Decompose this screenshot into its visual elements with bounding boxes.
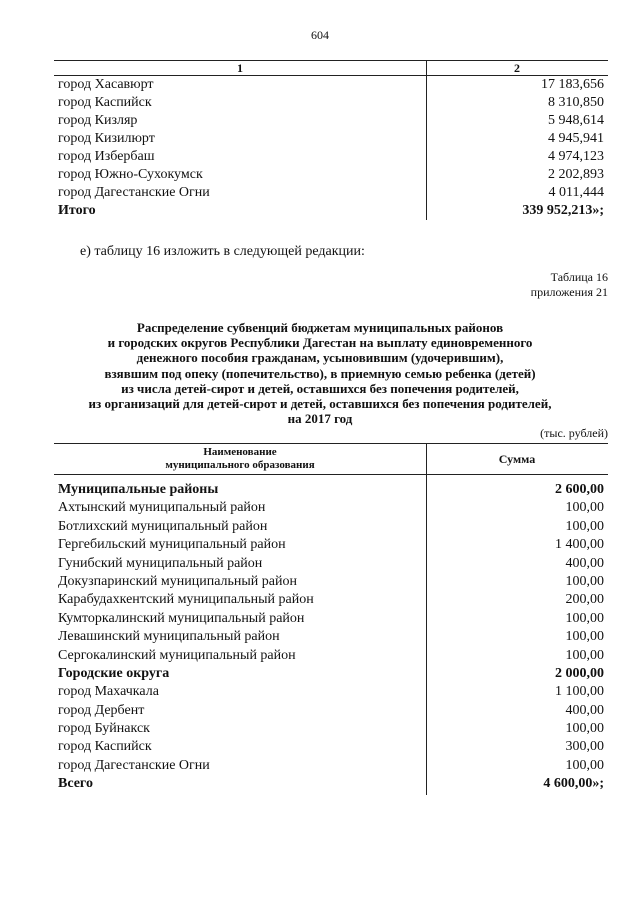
table2-col1-header — [54, 446, 426, 472]
row-value: 100,00 — [565, 500, 604, 516]
page-number: 604 — [311, 28, 329, 42]
row-value: 4 011,444 — [548, 185, 604, 200]
row-value: 300,00 — [565, 739, 604, 755]
table-number: Таблица 16 — [550, 270, 608, 284]
row-value: 4 945,941 — [548, 131, 604, 146]
document-title — [40, 320, 600, 426]
table1-header — [54, 60, 608, 76]
table-row — [54, 94, 608, 112]
table-row — [54, 112, 608, 130]
row-value: 4 974,123 — [548, 149, 604, 164]
row-value: 100,00 — [565, 629, 604, 645]
row-name: Кумторкалинский муниципальный район — [58, 610, 305, 626]
row-name: город Дагестанские Огни — [58, 185, 210, 200]
table-row — [54, 130, 608, 148]
row-value: 100,00 — [565, 518, 604, 534]
table-row — [54, 573, 608, 591]
row-value: 400,00 — [565, 555, 604, 571]
row-name: город Каспийск — [58, 739, 152, 755]
table-row — [54, 555, 608, 573]
table-row — [54, 591, 608, 609]
table2-header — [54, 443, 608, 475]
row-name: город Дагестанские Огни — [58, 757, 210, 773]
row-value: 4 600,00»; — [543, 776, 604, 792]
header-line: муниципального образования — [165, 459, 315, 471]
table-group-row — [54, 481, 608, 499]
table-row — [54, 166, 608, 184]
total-value: 339 952,213»; — [522, 203, 604, 218]
table-caption — [531, 270, 608, 300]
row-name: город Кизляр — [58, 113, 138, 128]
row-name: город Кизилюрт — [58, 131, 155, 146]
row-name: Гергебильский муниципальный район — [58, 537, 286, 553]
title-line: взявшим под опеку (попечительство), в приемную семью ребенка (детей) — [104, 365, 536, 381]
table-row — [54, 184, 608, 202]
total-label: Итого — [58, 203, 96, 218]
row-name: Гунибский муниципальный район — [58, 555, 263, 571]
row-name: Карабудахкентский муниципальный район — [58, 592, 314, 608]
row-value: 1 400,00 — [555, 537, 604, 553]
row-name: Городские округа — [58, 665, 170, 681]
row-value: 200,00 — [565, 592, 604, 608]
row-name: город Буйнакск — [58, 721, 150, 737]
row-name: Левашинский муниципальный район — [58, 629, 280, 645]
row-name: город Каспийск — [58, 95, 152, 110]
title-line: денежного пособия гражданам, усыновившим (удочерившим), — [136, 350, 504, 366]
row-value: 8 310,850 — [548, 95, 604, 110]
table-group-row — [54, 775, 608, 793]
row-value: 1 100,00 — [555, 684, 604, 700]
table-row — [54, 628, 608, 646]
row-value: 2 600,00 — [555, 482, 604, 497]
table-row — [54, 683, 608, 701]
title-line: и городских округов Республики Дагестан на выплату единовременного — [107, 335, 533, 351]
row-value: 100,00 — [565, 647, 604, 663]
title-line: из числа детей-сирот и детей, оставшихся без попечения родителей, — [121, 380, 519, 396]
table-row — [54, 148, 608, 166]
row-name: город Хасавюрт — [58, 77, 154, 92]
table1-body — [54, 76, 608, 220]
title-line: из организаций для детей-сирот и детей, оставшихся без попечения родителей, — [88, 396, 552, 412]
table-row — [54, 518, 608, 536]
table-row — [54, 610, 608, 628]
row-name: город Махачкала — [58, 684, 159, 700]
table-row — [54, 738, 608, 756]
table2-body — [54, 475, 608, 794]
table-row — [54, 536, 608, 554]
table1-total-row — [54, 202, 608, 220]
row-name: Докузпаринский муниципальный район — [58, 573, 297, 589]
instruction-text: е) таблицу 16 изложить в следующей редакции: — [80, 244, 365, 259]
title-line: на 2017 год — [287, 411, 353, 427]
table2 — [54, 443, 608, 794]
table-row — [54, 647, 608, 665]
table1-col2-header: 2 — [514, 61, 520, 75]
row-name: Ахтынский муниципальный район — [58, 500, 266, 516]
row-value: 100,00 — [565, 721, 604, 737]
appendix-number: приложения 21 — [530, 285, 608, 299]
row-value: 2 000,00 — [555, 665, 604, 681]
row-name: Ботлихский муниципальный район — [58, 518, 268, 534]
row-name: Сергокалинский муниципальный район — [58, 647, 296, 663]
row-value: 17 183,656 — [541, 77, 604, 92]
row-value: 2 202,893 — [548, 167, 604, 182]
row-name: город Избербаш — [58, 149, 155, 164]
table1 — [54, 60, 608, 220]
table-row — [54, 76, 608, 94]
row-value: 400,00 — [565, 702, 604, 718]
table-row — [54, 702, 608, 720]
title-line: Распределение субвенций бюджетам муниципальных районов — [136, 320, 504, 335]
header-line: Наименование — [203, 446, 277, 458]
row-value: 5 948,614 — [548, 113, 604, 128]
table-row — [54, 757, 608, 775]
table2-col2-header: Сумма — [498, 452, 536, 466]
row-name: город Южно-Сухокумск — [58, 167, 203, 182]
row-name: Всего — [58, 776, 93, 792]
row-name: город Дербент — [58, 702, 145, 718]
row-value: 100,00 — [565, 573, 604, 589]
row-value: 100,00 — [565, 610, 604, 626]
table1-col1-header: 1 — [237, 61, 243, 75]
table-row — [54, 720, 608, 738]
table-group-row — [54, 665, 608, 683]
row-name: Муниципальные районы — [58, 482, 219, 497]
units-label: (тыс. рублей) — [540, 426, 608, 440]
table-row — [54, 499, 608, 517]
row-value: 100,00 — [565, 757, 604, 773]
